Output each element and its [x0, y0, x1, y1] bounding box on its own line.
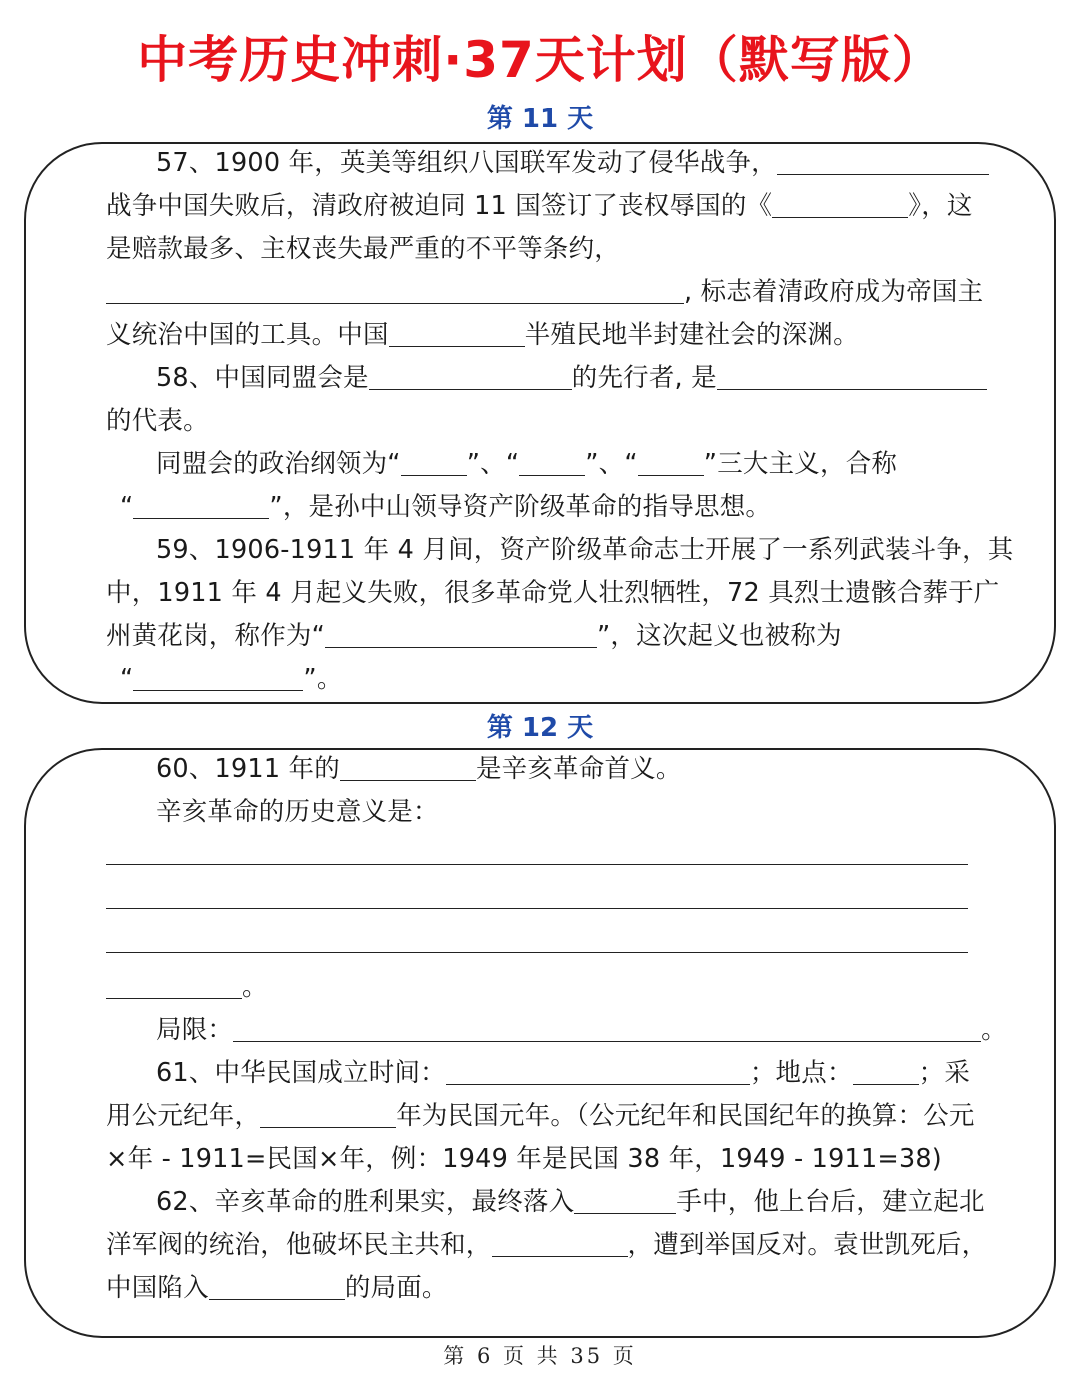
q58-line-1: 58、中国同盟会是 的先行者, 是: [106, 357, 986, 400]
q60-answer-line-3[interactable]: [106, 922, 968, 953]
q60-answer-line-2[interactable]: [106, 878, 968, 909]
q58-line-4: “ ”，是孙中山领导资产阶级革命的指导思想。: [106, 486, 986, 529]
q58-blank-principle-1[interactable]: [401, 445, 467, 476]
q59-blank-uprising-name[interactable]: [133, 660, 303, 691]
q62-line-1: 62、辛亥革命的胜利果实，最终落入 手中，他上台后，建立起北: [106, 1181, 986, 1224]
q58-blank-principle-2[interactable]: [519, 445, 585, 476]
q61-line-2: 用公元纪年， 年为民国元年。（公元纪年和民国纪年的换算：公元: [106, 1095, 986, 1138]
q62-blank-person[interactable]: [574, 1183, 676, 1214]
q59-line-3: 州黄花岗，称作为“ ”，这次起义也被称为: [106, 615, 986, 658]
q62-line-3: 中国陷入 的局面。: [106, 1267, 986, 1310]
q57-line-4: , 标志着清政府成为帝国主: [106, 271, 986, 314]
q58-blank-collective[interactable]: [133, 488, 269, 519]
q61-line-1: 61、中华民国成立时间： ；地点： ；采: [106, 1052, 986, 1095]
page-title: 中考历史冲刺·37天计划（默写版）: [137, 31, 943, 89]
day-11-heading: 第 11 天: [486, 104, 594, 134]
q59-line-4: “ ”。: [106, 658, 986, 701]
q60-blank-limitation[interactable]: [233, 1011, 981, 1042]
q57-line-1: 57、1900 年，英美等组织八国联军发动了侵华战争，: [106, 142, 986, 185]
q58-line-2: 的代表。: [106, 406, 209, 436]
q58-blank-pioneer[interactable]: [369, 359, 572, 390]
q61-blank-year[interactable]: [260, 1097, 396, 1128]
q61-line-3: ×年 - 1911=民国×年，例：1949 年是民国 38 年，1949 - 1911=38): [106, 1144, 942, 1174]
q62-blank-action[interactable]: [492, 1226, 628, 1257]
day-12-content: [106, 748, 1007, 1310]
q57-line-5: 义统治中国的工具。中国 半殖民地半封建社会的深渊。: [106, 314, 986, 357]
q60-answer-line-4[interactable]: [106, 968, 242, 999]
q60-line-2: 辛亥革命的历史意义是：: [156, 797, 439, 827]
q59-line-2: 中，1911 年 4 月起义失败，很多革命党人壮烈牺牲，72 具烈士遗骸合葬于广: [106, 578, 1000, 608]
day-12-heading: 第 12 天: [486, 713, 594, 743]
q57-blank-depth[interactable]: [389, 316, 525, 347]
q57-blank-meaning[interactable]: [106, 273, 684, 304]
q57-blank-war[interactable]: [777, 144, 989, 175]
q60-line-3: 。: [106, 966, 986, 1009]
q61-blank-time[interactable]: [446, 1054, 750, 1085]
q58-blank-principle-3[interactable]: [638, 445, 704, 476]
q62-blank-situation[interactable]: [209, 1269, 345, 1300]
q62-line-2: 洋军阀的统治，他破坏民主共和， ，遭到举国反对。袁世凯死后，: [106, 1224, 986, 1267]
q57-line-2: 战争中国失败后，清政府被迫同 11 国签订了丧权辱国的《 》，这: [106, 185, 986, 228]
q60-answer-line-1[interactable]: [106, 834, 968, 865]
q59-line-1: 59、1906-1911 年 4 月间，资产阶级革命志士开展了一系列武装斗争，其: [156, 535, 1014, 565]
q58-blank-representative[interactable]: [717, 359, 987, 390]
q57-line-3: 是赔款最多、主权丧失最严重的不平等条约，: [106, 234, 621, 264]
q59-blank-martyrs[interactable]: [325, 617, 597, 648]
q60-line-1: 60、1911 年的 是辛亥革命首义。: [106, 748, 986, 791]
day-11-content: [106, 142, 1014, 701]
page-footer: 第 6 页 共 35 页: [443, 1344, 637, 1368]
q60-blank-uprising[interactable]: [340, 750, 476, 781]
q60-line-4: 局限： 。: [106, 1009, 986, 1052]
q61-blank-place[interactable]: [853, 1054, 919, 1085]
q58-line-3: 同盟会的政治纲领为“ ”、“ ”、“ ”三大主义，合称: [106, 443, 986, 486]
q57-blank-treaty[interactable]: [772, 187, 908, 218]
